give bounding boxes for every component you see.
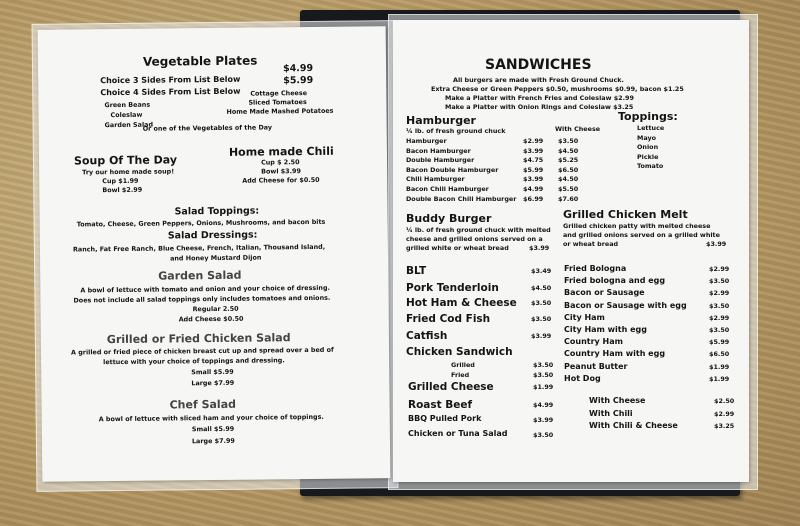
hamburger-desc: ¼ lb. of fresh ground chuck xyxy=(406,127,506,135)
sandwich-item-name: Catfish xyxy=(406,330,448,342)
buddy-burger-desc-1: ¼ lb. of fresh ground chuck with melted xyxy=(406,226,551,234)
garden-salad-regular: Regular 2.50 xyxy=(192,304,239,314)
burger-item-cheese-price: $4.50 xyxy=(558,175,579,184)
hotdog-option-price: $2.99 xyxy=(714,409,735,418)
chicken-sandwich-option-price: $3.50 xyxy=(533,371,554,379)
topping-item: Mayo xyxy=(637,133,657,142)
chili-title: Home made Chili xyxy=(228,144,334,159)
sandwich-item-price: $4.99 xyxy=(533,401,554,409)
choice4-price: $5.99 xyxy=(283,74,314,87)
intro-line-2: Extra Cheese or Green Peppers $0.50, mushrooms $0.99, bacon $1.25 xyxy=(431,85,684,93)
topping-item: Pickle xyxy=(637,152,659,161)
sandwich-item-name: Pork Tenderloin xyxy=(406,282,499,294)
burger-item-price: $6.99 xyxy=(523,194,544,203)
sandwich-item-name: Chicken Sandwich xyxy=(406,346,513,358)
sandwich-item-name: Hot Ham & Cheese xyxy=(406,297,517,309)
intro-line-4: Make a Platter with Onion Rings and Coleslaw $3.25 xyxy=(445,103,634,111)
sandwich-item-name: Hot Dog xyxy=(564,373,601,383)
chef-salad-large: Large $7.99 xyxy=(191,436,235,446)
intro-line-3: Make a Platter with French Fries and Coleslaw $2.99 xyxy=(445,94,634,102)
side-mashed-potatoes: Home Made Mashed Potatoes xyxy=(226,106,334,116)
chicken-melt-desc-2: and grilled onions served on a grilled white xyxy=(563,231,720,239)
hotdog-option-name: With Cheese xyxy=(589,396,646,405)
burger-item-cheese-price: $6.50 xyxy=(558,165,579,174)
hotdog-option-price: $3.25 xyxy=(714,422,735,430)
sandwich-item-name: Bacon or Sausage xyxy=(564,288,645,298)
buddy-burger-desc-2: cheese and grilled onions served on a xyxy=(406,235,543,243)
side-cottage-cheese: Cottage Cheese xyxy=(250,89,308,98)
sandwich-item-name: City Ham xyxy=(564,312,605,322)
sandwich-item-name: Grilled Cheese xyxy=(408,381,494,393)
sandwich-item-price: $6.50 xyxy=(709,350,730,359)
burger-item-price: $3.99 xyxy=(523,175,544,184)
garden-salad-add-cheese: Add Cheese $0.50 xyxy=(178,314,244,324)
burger-item-price: $3.99 xyxy=(523,146,544,155)
soup-title: Soup Of The Day xyxy=(73,153,178,168)
chef-salad-small: Small $5.99 xyxy=(191,424,235,434)
chef-salad-desc: A bowl of lettuce with sliced ham and your choice of toppings. xyxy=(98,412,324,424)
sandwich-item-name: Peanut Butter xyxy=(564,361,628,371)
burger-item-name: Chili Hamburger xyxy=(406,175,465,184)
chicken-melt-title: Grilled Chicken Melt xyxy=(563,208,688,221)
sandwich-item-name: Fried bologna and egg xyxy=(564,276,666,286)
toppings-title: Toppings: xyxy=(618,110,678,123)
salad-dressings-title: Salad Dressings: xyxy=(167,229,258,242)
burger-item-cheese-price: $5.50 xyxy=(558,185,579,193)
side-sliced-tomatoes: Sliced Tomatoes xyxy=(248,98,307,107)
chicken-salad-desc-1: A grilled or fried piece of chicken breast cut up and spread over a bed of xyxy=(70,345,334,357)
topping-item: Tomato xyxy=(637,162,664,170)
sandwich-item-price: $3.50 xyxy=(531,299,552,307)
sandwich-item-name: Roast Beef xyxy=(408,399,473,411)
chicken-sandwich-option: Fried xyxy=(451,371,470,379)
soup-cup-price: Cup $1.99 xyxy=(102,176,139,186)
salad-dressings-text-2: and Honey Mustard Dijon xyxy=(170,253,262,263)
burger-item-cheese-price: $3.50 xyxy=(558,137,579,145)
sandwich-item-price: $2.99 xyxy=(709,265,730,273)
sandwich-item-price: $3.50 xyxy=(533,431,554,439)
salad-toppings-text: Tomato, Cheese, Green Peppers, Onions, Mushrooms, and bacon bits xyxy=(76,217,326,229)
sandwich-item-name: BBQ Pulled Pork xyxy=(408,414,482,423)
burger-item-name: Double Hamburger xyxy=(406,156,475,165)
burger-item-cheese-price: $4.50 xyxy=(558,146,579,155)
sandwich-item-price: $1.99 xyxy=(709,374,730,383)
garden-salad-desc-2: Does not include all salad toppings only includes tomatoes and onions. xyxy=(73,293,331,305)
sandwich-item-price: $2.99 xyxy=(709,289,730,298)
side-coleslaw: Coleslaw xyxy=(110,110,143,120)
sandwich-item-price: $3.50 xyxy=(709,326,730,334)
soup-tagline: Try our home made soup! xyxy=(82,167,175,177)
hamburger-title: Hamburger xyxy=(406,114,476,127)
chicken-sandwich-option: Grilled xyxy=(451,361,475,369)
chicken-salad-title: Grilled or Fried Chicken Salad xyxy=(106,331,291,347)
topping-item: Lettuce xyxy=(637,124,665,132)
chicken-salad-desc-2: lettuce with your choice of toppings and dressing. xyxy=(103,356,285,367)
chicken-melt-desc-3: or wheat bread xyxy=(563,240,619,248)
sandwich-item-name: BLT xyxy=(406,265,427,277)
burger-item-price: $4.99 xyxy=(523,185,544,193)
sandwich-item-name: Chicken or Tuna Salad xyxy=(408,429,508,438)
side-green-beans: Green Beans xyxy=(104,100,151,110)
left-menu-page xyxy=(38,26,391,482)
chicken-melt-desc-1: Grilled chicken patty with melted cheese xyxy=(563,222,711,230)
choice4-label: Choice 4 Sides From List Below xyxy=(100,86,241,98)
sandwich-item-price: $5.99 xyxy=(709,338,730,347)
sandwich-item-price: $3.99 xyxy=(531,332,552,340)
choice3-price: $4.99 xyxy=(283,62,314,75)
burger-item-name: Bacon Double Hamburger xyxy=(406,165,499,174)
burger-item-name: Bacon Chili Hamburger xyxy=(406,185,489,193)
chili-bowl-price: Bowl $3.99 xyxy=(261,167,301,176)
sandwich-item-price: $3.50 xyxy=(531,315,552,323)
sandwich-item-name: Fried Cod Fish xyxy=(406,313,491,325)
with-cheese-header: With Cheese xyxy=(555,125,601,133)
sandwich-item-price: $3.99 xyxy=(533,416,554,424)
burger-item-cheese-price: $5.25 xyxy=(558,156,579,165)
chicken-salad-small: Small $5.99 xyxy=(191,367,234,377)
sandwich-item-name: Country Ham with egg xyxy=(564,349,666,359)
choice3-label: Choice 3 Sides From List Below xyxy=(100,74,241,86)
chicken-salad-large: Large $7.99 xyxy=(191,378,235,388)
burger-item-name: Bacon Hamburger xyxy=(406,146,471,155)
intro-line-1: All burgers are made with Fresh Ground Chuck. xyxy=(453,76,624,84)
salad-toppings-title: Salad Toppings: xyxy=(174,205,260,218)
hotdog-option-name: With Chili & Cheese xyxy=(589,421,678,430)
vegetable-of-day-note: Or one of the Vegetables of the Day xyxy=(142,123,273,133)
sandwich-item-price: $1.99 xyxy=(709,362,730,371)
burger-item-name: Double Bacon Chili Hamburger xyxy=(406,194,517,203)
sandwich-item-name: Fried Bologna xyxy=(564,264,627,273)
sandwich-item-name: Country Ham xyxy=(564,337,623,347)
burger-item-price: $4.75 xyxy=(523,156,544,165)
burger-item-name: Hamburger xyxy=(406,137,447,145)
hotdog-option-name: With Chili xyxy=(589,408,633,418)
sandwiches-title: SANDWICHES xyxy=(485,57,592,73)
sandwich-item-price: $3.50 xyxy=(709,301,730,310)
buddy-burger-desc-3: grilled white or wheat bread xyxy=(406,244,509,252)
sandwich-item-name: Bacon or Sausage with egg xyxy=(564,300,687,310)
burger-item-cheese-price: $7.60 xyxy=(558,194,579,203)
sandwich-item-price: $1.99 xyxy=(533,383,554,391)
chef-salad-title: Chef Salad xyxy=(169,397,237,412)
soup-bowl-price: Bowl $2.99 xyxy=(102,185,143,195)
sandwich-item-price: $3.49 xyxy=(531,267,552,275)
chili-cup-price: Cup $ 2.50 xyxy=(261,158,300,167)
chicken-melt-price: $3.99 xyxy=(706,240,727,248)
chili-add-cheese: Add Cheese for $0.50 xyxy=(242,175,320,185)
garden-salad-desc-1: A bowl of lettuce with tomato and onion and your choice of dressing. xyxy=(80,283,330,295)
salad-dressings-text-1: Ranch, Fat Free Ranch, Blue Cheese, French, Italian, Thousand Island, xyxy=(72,242,326,254)
right-menu-page xyxy=(393,20,749,482)
sandwich-item-name: City Ham with egg xyxy=(564,325,647,334)
buddy-burger-title: Buddy Burger xyxy=(406,212,492,225)
hotdog-option-price: $2.50 xyxy=(714,397,735,405)
side-garden-salad: Garden Salad xyxy=(104,120,154,130)
topping-item: Onion xyxy=(637,143,659,151)
garden-salad-title: Garden Salad xyxy=(158,268,242,283)
vegetable-plates-title: Vegetable Plates xyxy=(142,53,258,69)
buddy-burger-price: $3.99 xyxy=(529,244,550,252)
sandwich-item-price: $3.50 xyxy=(709,277,730,286)
burger-item-price: $2.99 xyxy=(523,137,544,145)
burger-item-price: $5.99 xyxy=(523,165,544,174)
sandwich-item-price: $2.99 xyxy=(709,313,730,322)
chicken-sandwich-option-price: $3.50 xyxy=(533,361,554,369)
sandwich-item-price: $4.50 xyxy=(531,284,552,292)
